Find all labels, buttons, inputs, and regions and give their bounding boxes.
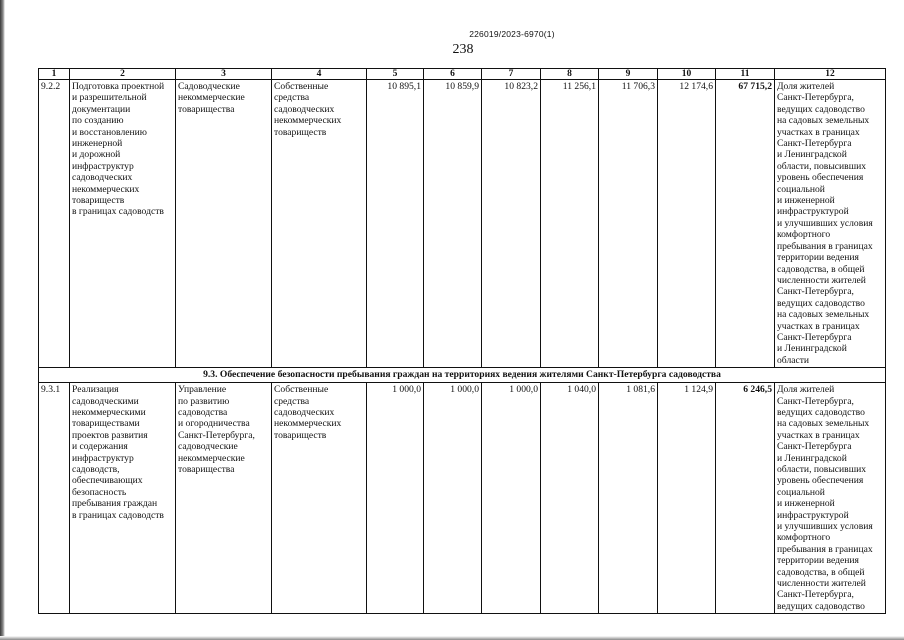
cell-text-line: участках в границах [777,320,860,332]
cell-text-line: Собственные [274,81,329,92]
cell-text-line: обеспечивающих [72,475,143,487]
cell-text-line: некоммерческие [178,92,245,104]
cell-text-line: инженерной [72,138,123,150]
cell-text-line: пребывания в границах [777,240,873,252]
cell-text-line: некоммерческие [178,452,245,464]
column-header: 12 [775,69,886,80]
cell-text-line: некоммерческих [274,418,342,430]
cell-text-line: на садовых земельных [777,418,870,430]
scan-shadow-bottom [0,636,904,640]
cell-text-line: ведущих садоводство [777,406,865,418]
cell-text-line: Санкт-Петербурга, [777,395,854,407]
cell-text-line: Санкт-Петербурга [777,138,852,150]
cell-text-line: Санкт-Петербурга [777,331,852,343]
year-value-cell: 12 174,6 [658,80,716,368]
cell-text-line: и содержания [72,441,128,453]
cell-text-line: социальной [777,183,825,195]
cell-text-line: ведущих садоводство [777,103,865,115]
column-header: 10 [658,69,716,80]
cell-text-line: Доля жителей [777,81,835,92]
cell-text-line: средства [274,92,310,104]
program-table [38,68,886,614]
column-header: 9 [599,69,658,80]
cell-text-line: численности жителей [777,578,866,590]
cell-text-line: товариществ [274,429,327,441]
cell-text-line: некоммерческих [274,115,342,127]
cell-text-line: и Ленинградской [777,343,847,355]
cell-text-line: инфраструктур [72,452,134,464]
section-heading-row [39,368,886,383]
cell-text-line: и улучшивших условия [777,217,873,229]
cell-text-line: ведущих садоводство [777,297,865,309]
cell-text-line: Санкт-Петербурга, [777,92,854,104]
cell-text-line: ведущих садоводство [777,600,865,612]
cell-text-line: области [777,354,810,366]
cell-text-line: садоводческих [72,172,133,184]
cell-text-line: уровень обеспечения [777,172,864,184]
table-row [39,383,886,614]
column-header: 3 [176,69,272,80]
funding-source-cell [272,383,367,614]
cell-text-line: Санкт-Петербурга, [777,286,854,298]
cell-text-line: проектов развития [72,429,148,441]
year-value-cell: 1 040,0 [541,383,599,614]
cell-text-line: товариществами [72,418,140,430]
cell-text-line: в границах садоводств [72,509,164,521]
cell-text-line: Санкт-Петербурга, [178,429,255,441]
cell-text-line: и дорожной [72,149,121,161]
cell-text-line: и Ленинградской [777,149,847,161]
result-indicator-cell [775,80,886,368]
cell-text-line: области, повысивших [777,464,867,475]
cell-text-line: на садовых земельных [777,309,870,321]
cell-text-line: Доля жителей [777,384,835,396]
cell-text-line: инфраструктур [72,160,134,172]
cell-text-line: некоммерческих [72,183,140,195]
activity-cell [70,80,176,368]
column-header: 5 [367,69,424,80]
total-value-cell: 6 246,5 [716,383,775,614]
row-code: 9.2.2 [39,80,70,368]
cell-text-line: по развитию [178,395,230,407]
cell-text-line: садоводческие [178,441,238,453]
cell-text-line: средства [274,395,310,407]
page-number: 238 [452,42,474,57]
cell-text-line: по созданию [72,115,124,127]
cell-text-line: численности жителей [777,274,866,286]
column-header: 7 [482,69,541,80]
cell-text-line: социальной [777,486,825,498]
cell-text-line: и разрешительной [72,92,147,104]
cell-text-line: Санкт-Петербурга [777,441,852,453]
cell-text-line: инфраструктурой [777,206,849,218]
cell-text-line: садоводства, в общей [777,263,865,275]
cell-text-line: садоводческих [274,103,335,115]
activity-cell [70,383,176,614]
year-value-cell: 1 000,0 [424,383,482,614]
row-code: 9.3.1 [39,383,70,614]
section-heading: 9.3. Обеспечение безопасности пребывания граждан на территориях ведения жителями Санкт-Петербурга садоводства [39,368,886,383]
column-header: 11 [716,69,775,80]
total-value-cell: 67 715,2 [716,80,775,368]
cell-text-line: и огородничества [178,418,250,430]
year-value-cell: 10 859,9 [424,80,482,368]
cell-text-line: садоводческими [72,395,139,407]
year-value-cell: 1 000,0 [482,383,541,614]
year-value-cell: 10 895,1 [367,80,424,368]
column-header: 4 [272,69,367,80]
column-header: 1 [39,69,70,80]
cell-text-line: Санкт-Петербурга, [777,589,854,601]
cell-text-line: садоводств, [72,464,120,475]
cell-text-line: и инженерной [777,498,835,510]
cell-text-line: пребывания в границах [777,543,873,555]
column-header: 2 [70,69,176,80]
year-value-cell: 1 124,9 [658,383,716,614]
cell-text-line: товариществ [274,126,327,138]
cell-text-line: документации [72,103,131,115]
cell-text-line: участках в границах [777,126,860,138]
cell-text-line: садоводства [178,406,228,418]
cell-text-line: некоммерческими [72,406,146,418]
cell-text-line: комфортного [777,229,831,241]
cell-text-line: территории ведения [777,555,859,567]
cell-text-line: инфраструктурой [777,509,849,521]
cell-text-line: садоводческих [274,406,335,418]
cell-text-line: Реализация [72,384,119,396]
cell-text-line: и восстановлению [72,126,147,138]
scan-shadow-edge [0,0,5,640]
cell-text-line: территории ведения [777,252,859,264]
cell-text-line: в границах садоводств [72,206,164,218]
column-number-row [39,69,886,80]
cell-text-line: уровень обеспечения [777,475,864,487]
year-value-cell: 10 823,2 [482,80,541,368]
cell-text-line: Садоводческие [178,81,240,92]
table-row [39,80,886,368]
cell-text-line: и инженерной [777,195,835,207]
cell-text-line: и Ленинградской [777,452,847,464]
executor-cell [176,383,272,614]
cell-text-line: на садовых земельных [777,115,870,127]
cell-text-line: комфортного [777,532,831,544]
cell-text-line: и улучшивших условия [777,521,873,533]
year-value-cell: 1 081,6 [599,383,658,614]
cell-text-line: участках в границах [777,429,860,441]
cell-text-line: Подготовка проектной [72,81,165,92]
cell-text-line: Собственные [274,384,329,396]
cell-text-line: товариществ [72,195,125,207]
column-header: 8 [541,69,599,80]
result-indicator-cell [775,383,886,614]
executor-cell [176,80,272,368]
document-reference-number: 226019/2023-6970(1) [469,29,555,39]
cell-text-line: безопасность [72,486,127,498]
cell-text-line: товарищества [178,103,235,115]
cell-text-line: Управление [178,384,227,396]
column-header: 6 [424,69,482,80]
funding-source-cell [272,80,367,368]
cell-text-line: товарищества [178,464,235,475]
year-value-cell: 11 256,1 [541,80,599,368]
cell-text-line: пребывания граждан [72,498,158,510]
cell-text-line: садоводства, в общей [777,566,865,578]
cell-text-line: области, повысивших [777,160,867,172]
year-value-cell: 1 000,0 [367,383,424,614]
year-value-cell: 11 706,3 [599,80,658,368]
